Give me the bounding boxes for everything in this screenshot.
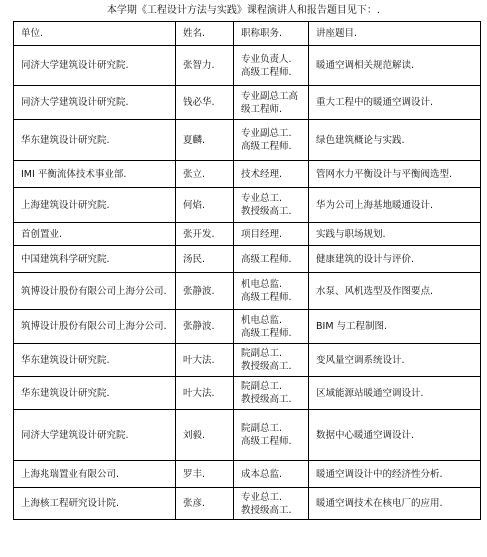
table-row bbox=[14, 273, 481, 310]
table-row bbox=[14, 344, 481, 377]
table-row bbox=[14, 488, 481, 520]
table-row bbox=[14, 86, 481, 120]
cell-topic: 管网水力平衡设计与平衡阀选型. bbox=[309, 161, 481, 188]
cell-topic: 健康建筑的设计与评价. bbox=[309, 246, 481, 273]
cell-topic: 水泵、风机选型及作图要点. bbox=[309, 273, 481, 310]
title-line: 级工程师. bbox=[241, 103, 283, 115]
cell-title bbox=[234, 377, 309, 410]
cell-title bbox=[234, 223, 309, 246]
header-title: 职称职务. bbox=[234, 22, 309, 46]
cell-unit: 同济大学建筑设计研究院. bbox=[14, 46, 176, 86]
title-line: 专业总工. bbox=[241, 491, 283, 503]
table-row bbox=[14, 461, 481, 488]
header-unit: 单位. bbox=[14, 22, 176, 46]
title-line: 教授级高工. bbox=[241, 206, 292, 217]
header-name: 姓名. bbox=[176, 22, 234, 46]
cell-topic: 暖通空调设计中的经济性分析. bbox=[309, 461, 481, 488]
title-line: 项目经理. bbox=[241, 228, 283, 240]
cell-name: 张静波. bbox=[176, 273, 234, 310]
title-line: 高级工程师. bbox=[241, 253, 292, 265]
cell-unit: 上海建筑设计研究院. bbox=[14, 188, 176, 223]
cell-title bbox=[234, 246, 309, 273]
cell-name: 张智力. bbox=[176, 46, 234, 86]
cell-unit: 华东建筑设计研究院. bbox=[14, 344, 176, 377]
table-row bbox=[14, 188, 481, 223]
table-row bbox=[14, 120, 481, 161]
title-line: 专业副总工高 bbox=[241, 90, 299, 102]
table-row bbox=[14, 161, 481, 188]
title-line: 机电总监. bbox=[241, 314, 283, 326]
cell-title bbox=[234, 273, 309, 310]
cell-title bbox=[234, 46, 309, 86]
table-row bbox=[14, 377, 481, 410]
cell-title bbox=[234, 120, 309, 161]
cell-name: 叶大法. bbox=[176, 344, 234, 377]
cell-title bbox=[234, 86, 309, 120]
speaker-table-body bbox=[14, 22, 481, 520]
cell-name: 张静波. bbox=[176, 310, 234, 344]
cell-name: 叶大法. bbox=[176, 377, 234, 410]
table-row bbox=[14, 223, 481, 246]
cell-name: 钱必华. bbox=[176, 86, 234, 120]
title-line: 院副总工. bbox=[241, 423, 283, 434]
table-row bbox=[14, 246, 481, 273]
header-topic: 讲座题目. bbox=[309, 22, 481, 46]
cell-topic: 区域能源站暖通空调设计. bbox=[309, 377, 481, 410]
title-line: 高级工程师. bbox=[241, 436, 292, 447]
cell-unit: 同济大学建筑设计研究院. bbox=[14, 86, 176, 120]
cell-unit: 华东建筑设计研究院. bbox=[14, 120, 176, 161]
cell-unit: 同济大学建筑设计研究院. bbox=[14, 410, 176, 461]
cell-unit: 上海核工程研究设计院. bbox=[14, 488, 176, 520]
cell-unit: 中国建筑科学研究院. bbox=[14, 246, 176, 273]
cell-topic: 实践与职场规划. bbox=[309, 223, 481, 246]
table-row bbox=[14, 410, 481, 461]
cell-name: 刘毅. bbox=[176, 410, 234, 461]
title-line: 技术经理. bbox=[241, 168, 283, 180]
cell-name: 张彦. bbox=[176, 488, 234, 520]
cell-name: 汤民. bbox=[176, 246, 234, 273]
cell-topic: 重大工程中的暖通空调设计. bbox=[309, 86, 481, 120]
cell-name: 张开发. bbox=[176, 223, 234, 246]
cell-title bbox=[234, 461, 309, 488]
cell-title bbox=[234, 188, 309, 223]
title-line: 教授级高工. bbox=[241, 361, 292, 372]
cell-title bbox=[234, 310, 309, 344]
table-row bbox=[14, 310, 481, 344]
title-line: 教授级高工. bbox=[241, 394, 292, 405]
title-line: 机电总监. bbox=[241, 279, 283, 290]
cell-unit: 首创置业. bbox=[14, 223, 176, 246]
table-row bbox=[14, 46, 481, 86]
cell-topic: 数据中心暖通空调设计. bbox=[309, 410, 481, 461]
cell-unit: 华东建筑设计研究院. bbox=[14, 377, 176, 410]
title-line: 院副总工. bbox=[241, 381, 283, 392]
table-header-row bbox=[14, 22, 481, 46]
cell-topic: 绿色建筑概论与实践. bbox=[309, 120, 481, 161]
title-line: 高级工程师. bbox=[241, 66, 292, 78]
title-line: 高级工程师. bbox=[241, 292, 292, 303]
cell-title bbox=[234, 344, 309, 377]
title-line: 高级工程师. bbox=[241, 141, 292, 152]
title-line: 高级工程师. bbox=[241, 327, 292, 339]
title-line: 成本总监. bbox=[241, 468, 283, 480]
cell-title bbox=[234, 488, 309, 520]
cell-topic: 暖通空调相关规范解读. bbox=[309, 46, 481, 86]
cell-title bbox=[234, 410, 309, 461]
cell-topic: 华为公司上海基地暖通设计. bbox=[309, 188, 481, 223]
cell-unit: IMI 平衡流体技术事业部. bbox=[14, 161, 176, 188]
title-line: 院副总工. bbox=[241, 348, 283, 359]
title-line: 专业副总工. bbox=[241, 128, 292, 139]
cell-unit: 筑博设计股份有限公司上海分公司. bbox=[14, 273, 176, 310]
title-line: 专业总工. bbox=[241, 193, 283, 204]
document-title: 本学期《工程设计方法与实践》课程演讲人和报告题目见下：. bbox=[106, 5, 381, 16]
cell-name: 何焰. bbox=[176, 188, 234, 223]
cell-topic: BIM 与工程制图. bbox=[309, 310, 481, 344]
title-line: 教授级高工. bbox=[241, 504, 292, 516]
cell-unit: 上海兆瑞置业有限公司. bbox=[14, 461, 176, 488]
cell-unit: 筑博设计股份有限公司上海分公司. bbox=[14, 310, 176, 344]
cell-title bbox=[234, 161, 309, 188]
cell-topic: 暖通空调技术在核电厂的应用. bbox=[309, 488, 481, 520]
speaker-table bbox=[13, 21, 481, 520]
title-line: 专业负责人. bbox=[241, 53, 292, 65]
cell-name: 罗丰. bbox=[176, 461, 234, 488]
cell-name: 张立. bbox=[176, 161, 234, 188]
cell-name: 夏麟. bbox=[176, 120, 234, 161]
cell-topic: 变风量空调系统设计. bbox=[309, 344, 481, 377]
